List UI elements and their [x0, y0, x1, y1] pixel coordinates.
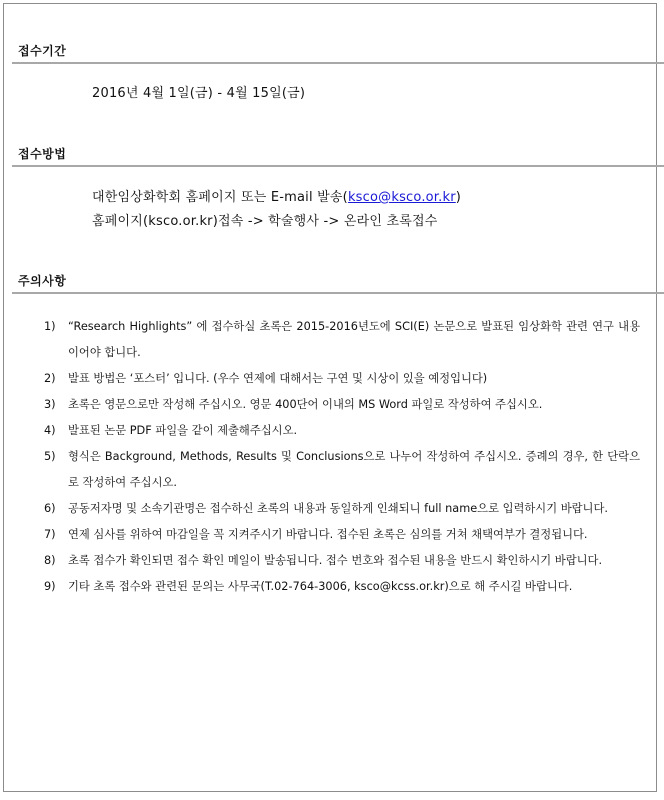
note-number: 6) [44, 502, 56, 515]
note-item-6 [44, 496, 640, 522]
note-number: 4) [44, 424, 56, 437]
note-item-2 [44, 366, 640, 392]
method-line-1 [92, 186, 461, 205]
notes-divider [12, 292, 664, 294]
note-text: “Research Highlights” 에 접수하실 초록은 2015-2016년도에 SCI(E) 논문으로 발표된 임상화학 관련 연구 내용이어야 합니다. [68, 320, 640, 359]
note-text: 공동저자명 및 소속기관명은 접수하신 초록의 내용과 동일하게 인쇄되니 full name으로 입력하시기 바랍니다. [68, 502, 608, 515]
note-text: 발표 방법은 ‘포스터’ 입니다. (우수 연제에 대해서는 구연 및 시상이 있을 예정입니다) [68, 372, 488, 385]
method-email-link[interactable]: ksco@ksco.or.kr [347, 190, 456, 205]
period-text: 2016년 4월 1일(금) - 4월 15일(금) [92, 86, 306, 101]
method-line-1-suffix: ) [455, 190, 462, 205]
note-text: 형식은 Background, Methods, Results 및 Conclusions으로 나누어 작성하여 주십시오. 증례의 경우, 한 단락으로 작성하여 주십시오. [68, 450, 640, 489]
note-item-4 [44, 418, 640, 444]
note-number: 7) [44, 528, 56, 541]
note-text: 연제 심사를 위하여 마감일을 꼭 지켜주시기 바랍니다. 접수된 초록은 심의를 거쳐 채택여부가 결정됩니다. [68, 528, 588, 541]
note-item-1 [44, 314, 640, 366]
note-number: 5) [44, 450, 56, 463]
period-divider [12, 62, 664, 64]
period-section-title: 접수기간 [18, 44, 67, 58]
note-number: 1) [44, 320, 56, 333]
note-number: 9) [44, 580, 56, 593]
note-text: 기타 초록 접수와 관련된 문의는 사무국(T.02-764-3006, ksco@kcss.or.kr)으로 해 주시길 바랍니다. [68, 580, 573, 593]
note-item-9 [44, 574, 640, 600]
note-number: 3) [44, 398, 56, 411]
notes-section-title: 주의사항 [18, 274, 67, 288]
method-line-1-prefix: 대한임상화학회 홈페이지 또는 E-mail 발송( [92, 190, 348, 205]
note-number: 8) [44, 554, 56, 567]
note-text: 초록은 영문으로만 작성해 주십시오. 영문 400단어 이내의 MS Word 파일로 작성하여 주십시오. [68, 398, 543, 411]
note-text: 발표된 논문 PDF 파일을 같이 제출해주십시오. [68, 424, 298, 437]
note-item-7 [44, 522, 640, 548]
note-item-5 [44, 444, 640, 496]
method-section-title: 접수방법 [18, 147, 67, 161]
method-divider [12, 165, 664, 167]
note-number: 2) [44, 372, 56, 385]
note-item-3 [44, 392, 640, 418]
method-line-2: 홈페이지(ksco.or.kr)접속 -> 학술행사 -> 온라인 초록접수 [92, 214, 438, 229]
notes-list [44, 314, 640, 600]
note-text: 초록 접수가 확인되면 접수 확인 메일이 발송됩니다. 접수 번호와 접수된 내용을 반드시 확인하시기 바랍니다. [68, 554, 603, 567]
note-item-8 [44, 548, 640, 574]
